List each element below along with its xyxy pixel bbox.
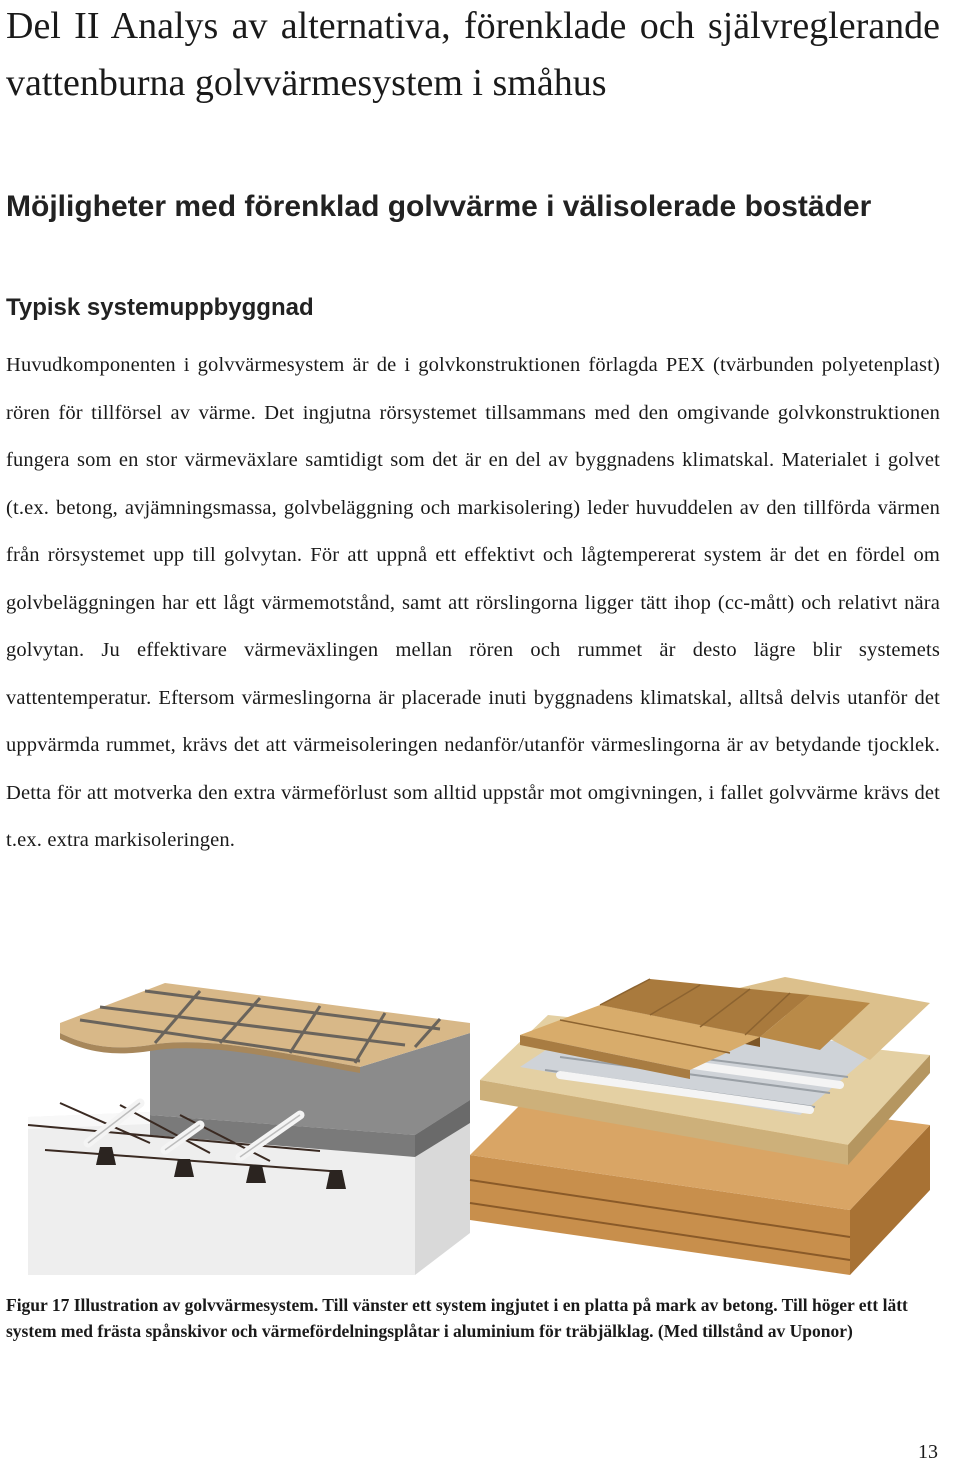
wooden-joist-illustration <box>470 977 930 1275</box>
part-title: Del II Analys av alternativa, förenklade och självreglerande vattenburna golvvärmesystem i småhus <box>6 5 940 104</box>
page-number: 13 <box>918 1441 938 1463</box>
section-heading: Möjligheter med förenklad golvvärme i välisolerade bostäder <box>6 190 872 223</box>
figure-caption: Figur 17 Illustration av golvvärmesystem. Till vänster ett system ingjutet i en platta på mark av betong. Till höger ett lätt system med frästa spånskivor och värmefördelningsplåtar i aluminium för träbjälklag. (Med tillstånd av Uponor) <box>6 1295 908 1341</box>
concrete-slab-illustration <box>28 983 470 1275</box>
floor-heating-figure <box>0 975 960 1290</box>
body-paragraph: Huvudkomponenten i golvvärmesystem är de i golvkonstruktionen förlagda PEX (tvärbunden polyetenplast) rören för tillförsel av värme. Det ingjutna rörsystemet tillsammans med den omgivande golvkonstruktionen fungera som en stor värmeväxlare samtidigt som det är en del av byggnadens klimatskal. Materialet i golvet (t.ex. betong, avjämningsmassa, golvbeläggning och markisolering) leder huvuddelen av den tillförda värmen från rörsystemet upp till golvytan. För att uppnå ett effektivt och lågtempererat system är det en fördel om golvbeläggningen har ett lågt värmemotstånd, samt att rörslingorna ligger tätt ihop (cc-mått) och relativt nära golvytan. Ju effektivare värmeväxlingen mellan rören och rummet är desto lägre blir systemets vattentemperatur. Eftersom värmeslingorna är placerade inuti byggnadens klimatskal, alltså delvis utanför det uppvärmda rummet, krävs det att värmeisoleringen nedanför/utanför värmeslingorna är av betydande tjocklek. Detta för att motverka den extra värmeförlust som alltid uppstår mot omgivningen, i fallet golvvärme krävs det t.ex. extra markisoleringen. <box>6 354 940 851</box>
subsection-heading: Typisk systemuppbyggnad <box>6 294 314 321</box>
